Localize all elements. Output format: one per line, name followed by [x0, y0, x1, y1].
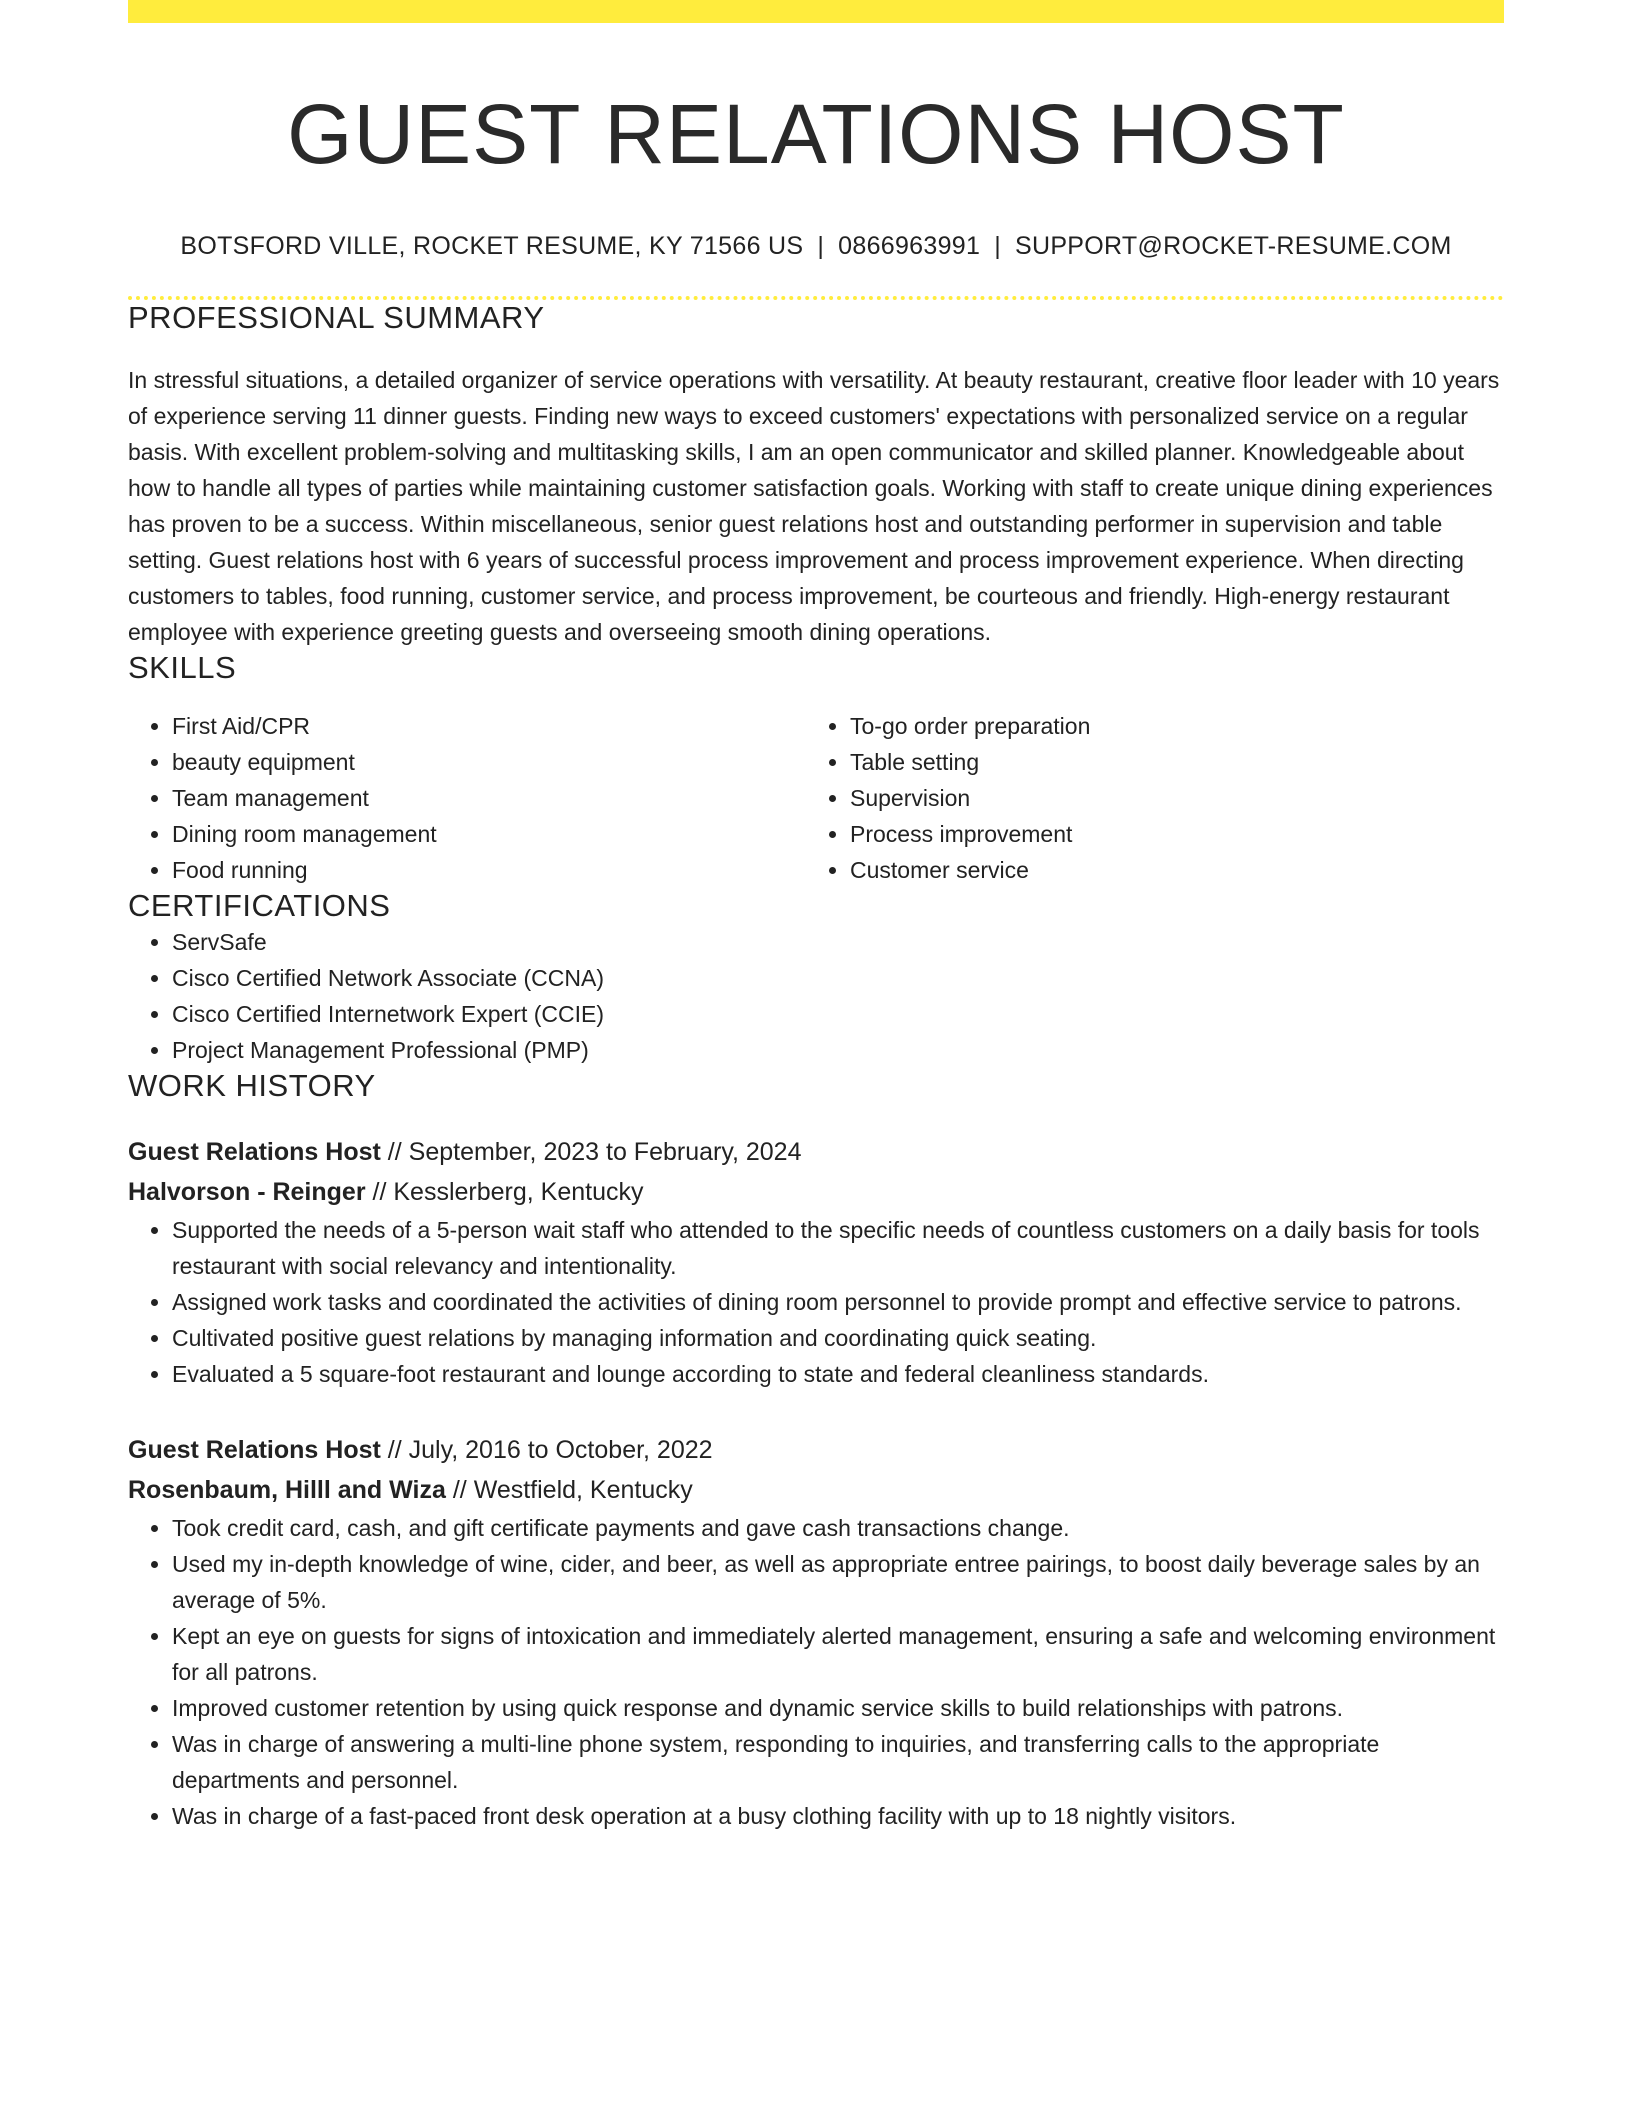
resume-name-heading: GUEST RELATIONS HOST: [287, 87, 1345, 181]
job-bullet: • Supported the needs of a 5-person wait staff who attended to the specific needs of countless customers on a daily basis for tools restaurant with social relevancy and intentionality.: [172, 1212, 1504, 1284]
job-delimiter: //: [387, 1436, 402, 1465]
job-role: Guest Relations Host: [128, 1436, 381, 1465]
skill-item: • Food running: [172, 852, 806, 888]
skill-item: • Dining room management: [172, 816, 806, 852]
certifications-list: [128, 924, 1504, 1068]
contact-phone: 0866963991: [838, 232, 981, 261]
job-bullet: • Took credit card, cash, and gift certificate payments and gave cash transactions change.: [172, 1510, 1504, 1546]
skills-column-right: [806, 708, 1484, 888]
summary-paragraph: In stressful situations, a detailed organizer of service operations with versatility. At beauty restaurant, creative floor leader with 10 years of experience serving 11 dinner guests. Finding new ways to exceed customers' expectations with personalized service on a regular basis. With excellent problem-solving and multitasking skills, I am an open communicator and skilled planner. Knowledgeable about how to handle all types of parties while maintaining customer satisfaction goals. Working with staff to create unique dining experiences has proven to be a success. Within miscellaneous, senior guest relations host and outstanding performer in supervision and table setting. Guest relations host with 6 years of successful process improvement and process improvement experience. When directing customers to tables, food running, customer service, and process improvement, be courteous and friendly. High-energy restaurant employee with experience greeting guests and overseeing smooth dining operations.: [128, 367, 1500, 646]
job-bullet-list: [128, 1510, 1504, 1834]
job-bullet: • Was in charge of answering a multi-line phone system, responding to inquiries, and transferring calls to the appropriate departments and personnel.: [172, 1726, 1504, 1798]
job-role: Guest Relations Host: [128, 1138, 381, 1167]
certification-item: • Cisco Certified Internetwork Expert (CCIE): [172, 996, 1504, 1032]
job-company: Rosenbaum, Hilll and Wiza: [128, 1476, 446, 1505]
skills-column-left: [128, 708, 806, 888]
job-bullet: • Assigned work tasks and coordinated the activities of dining room personnel to provide prompt and effective service to patrons.: [172, 1284, 1504, 1320]
job-role-line: [128, 1430, 1504, 1470]
skills-grid: [128, 708, 1504, 888]
work-history-heading: WORK HISTORY: [128, 1068, 376, 1104]
contact-separator: |: [817, 232, 825, 261]
job-bullet-list: [128, 1212, 1504, 1392]
job-entry: [128, 1430, 1504, 1834]
job-dates: July, 2016 to October, 2022: [408, 1436, 713, 1465]
job-bullet: • Evaluated a 5 square-foot restaurant and lounge according to state and federal cleanliness standards.: [172, 1356, 1504, 1392]
resume-page: [128, 0, 1504, 1834]
top-accent-bar: [128, 0, 1504, 23]
skill-item: • Customer service: [850, 852, 1484, 888]
skill-item: • First Aid/CPR: [172, 708, 806, 744]
certification-item: • ServSafe: [172, 924, 1504, 960]
job-entry: [128, 1132, 1504, 1392]
contact-separator: |: [994, 232, 1001, 261]
skill-item: • beauty equipment: [172, 744, 806, 780]
job-delimiter: //: [387, 1138, 402, 1167]
certifications-heading: CERTIFICATIONS: [128, 888, 391, 924]
contact-address: BOTSFORD VILLE, ROCKET RESUME, KY 71566 US: [180, 232, 804, 261]
job-bullet: • Used my in-depth knowledge of wine, cider, and beer, as well as appropriate entree pairings, to boost daily beverage sales by an average of 5%.: [172, 1546, 1504, 1618]
contact-line: [128, 232, 1504, 261]
summary-heading: PROFESSIONAL SUMMARY: [128, 300, 545, 336]
job-company: Halvorson - Reinger: [128, 1178, 366, 1207]
job-bullet: • Improved customer retention by using quick response and dynamic service skills to build relationships with patrons.: [172, 1690, 1504, 1726]
skill-item: • To-go order preparation: [850, 708, 1484, 744]
skill-item: • Team management: [172, 780, 806, 816]
job-bullet: • Was in charge of a fast-paced front desk operation at a busy clothing facility with up to 18 nightly visitors.: [172, 1798, 1504, 1834]
certification-item: • Cisco Certified Network Associate (CCNA): [172, 960, 1504, 996]
skill-item: • Table setting: [850, 744, 1484, 780]
job-location: Kesslerberg, Kentucky: [393, 1178, 644, 1207]
job-location: Westfield, Kentucky: [473, 1476, 693, 1505]
job-role-line: [128, 1132, 1504, 1172]
skill-item: • Supervision: [850, 780, 1484, 816]
job-dates: September, 2023 to February, 2024: [408, 1138, 802, 1167]
job-company-line: [128, 1470, 1504, 1510]
skill-item: • Process improvement: [850, 816, 1484, 852]
contact-email: SUPPORT@ROCKET-RESUME.COM: [1015, 232, 1452, 261]
job-delimiter: //: [452, 1476, 467, 1505]
job-bullet: • Cultivated positive guest relations by managing information and coordinating quick seating.: [172, 1320, 1504, 1356]
skills-heading: SKILLS: [128, 650, 237, 686]
job-delimiter: //: [372, 1178, 387, 1207]
certification-item: • Project Management Professional (PMP): [172, 1032, 1504, 1068]
job-bullet: • Kept an eye on guests for signs of intoxication and immediately alerted management, ensuring a safe and welcoming environment for all patrons.: [172, 1618, 1504, 1690]
job-company-line: [128, 1172, 1504, 1212]
